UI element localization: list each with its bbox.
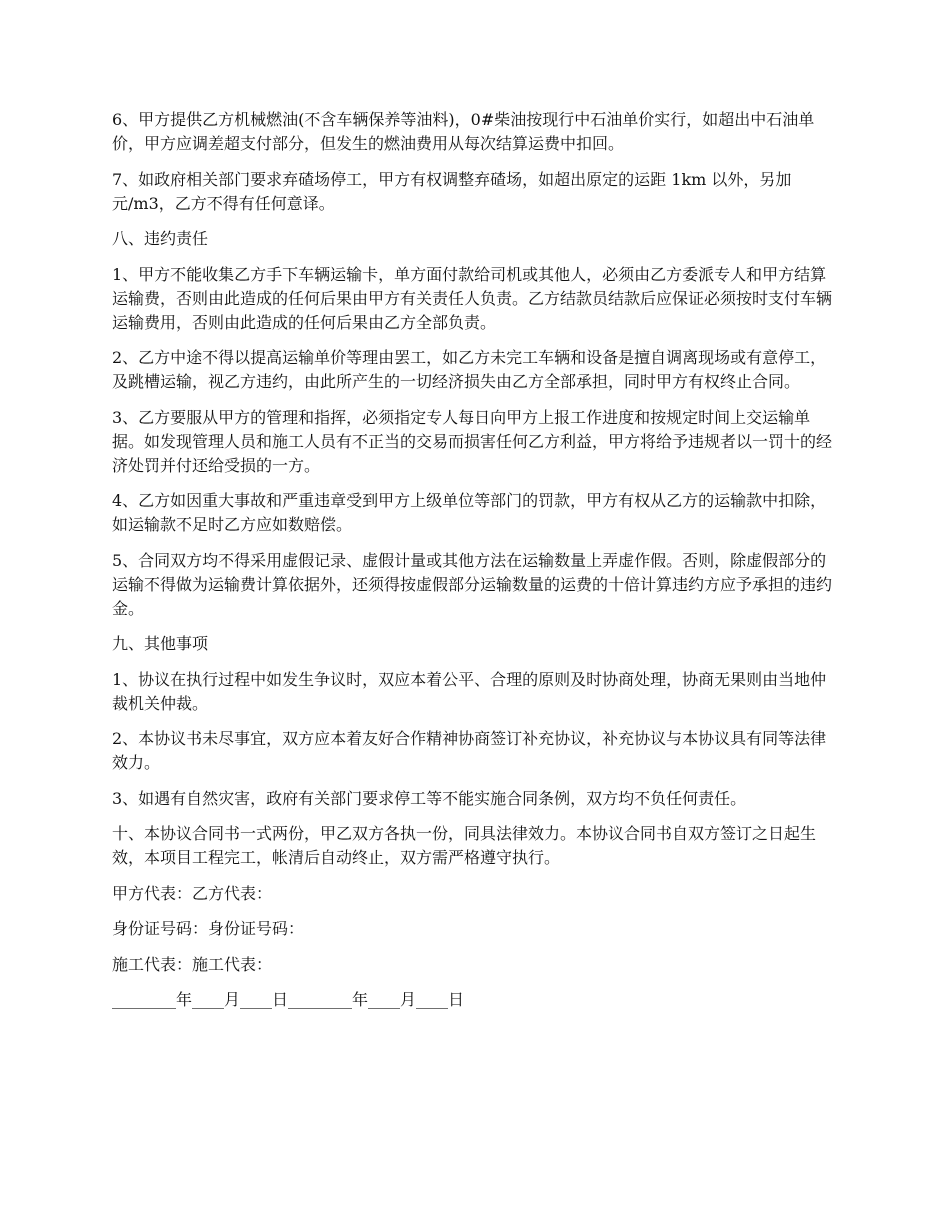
other-clause-2: 2、本协议书未尽事宜，双方应本着友好合作精神协商签订补充协议，补充协议与本协议具有同等法律效力。 (112, 729, 827, 772)
representatives-line: 甲方代表：乙方代表： (112, 883, 273, 903)
breach-clause-1: 1、甲方不能收集乙方手下车辆运输卡，单方面付款给司机或其他人，必须由乙方委派专人和甲方结算运输费，否则由此造成的任何后果由甲方有关责任人负责。乙方结款员结款后应保证必须按时支付车辆运输费用，否则由此造成的任何后果由乙方全部负责。 (112, 264, 833, 332)
breach-clause-2: 2、乙方中途不得以提高运输单价等理由罢工，如乙方未完工车辆和设备是擅自调离现场或有意停工，及跳槽运输，视乙方违约，由此所产生的一切经济损失由乙方全部承担，同时甲方有权终止合同。 (112, 348, 827, 391)
breach-clause-3: 3、乙方要服从甲方的管理和指挥，必须指定专人每日向甲方上报工作进度和按规定时间上交运输单据。如发现管理人员和施工人员有不正当的交易而损害任何乙方利益，甲方将给予违规者以一罚十的经济处罚并付还给受损的一方。 (112, 407, 833, 475)
section-ten-validity: 十、本协议合同书一式两份，甲乙双方各执一份，同具法律效力。本协议合同书自双方签订之日起生效，本项目工程完工，帐清后自动终止，双方需严格遵守执行。 (112, 824, 817, 867)
clause-7-spoil-site: 7、如政府相关部门要求弃碴场停工，甲方有权调整弃碴场，如超出原定的运距 1km 以外，另加元/m3，乙方不得有任何意译。 (112, 169, 792, 213)
other-clause-3: 3、如遇有自然灾害，政府有关部门要求停工等不能实施合同条例，双方均不负任何责任。 (112, 788, 747, 808)
id-number-line: 身份证号码：身份证号码： (112, 919, 305, 938)
date-signature-line: ________年____月____日________年____月____日 (112, 990, 465, 1009)
section-heading-other: 九、其他事项 (112, 634, 209, 653)
document-body (112, 108, 842, 1024)
breach-clause-5: 5、合同双方均不得采用虚假记录、虚假计量或其他方法在运输数量上弄虚作假。否则，除虚假部分的运输不得做为运输费计算依据外，还须得按虚假部分运输数量的运费的十倍计算违约方应予承担的违约金。 (112, 550, 833, 618)
breach-clause-4: 4、乙方如因重大事故和严重违章受到甲方上级单位等部门的罚款，甲方有权从乙方的运输款中扣除，如运输款不足时乙方应如数赔偿。 (112, 491, 827, 534)
other-clause-1: 1、协议在执行过程中如发生争议时，双应本着公平、合理的原则及时协商处理，协商无果则由当地仲裁机关仲裁。 (112, 669, 827, 713)
section-heading-breach: 八、违约责任 (112, 229, 209, 248)
construction-rep-line: 施工代表：施工代表： (112, 954, 273, 974)
clause-6-fuel: 6、甲方提供乙方机械燃油(不含车辆保养等油料)，0#柴油按现行中石油单价实行，如超出中石油单价，甲方应调差超支付部分，但发生的燃油费用从每次结算运费中扣回。 (112, 110, 815, 153)
